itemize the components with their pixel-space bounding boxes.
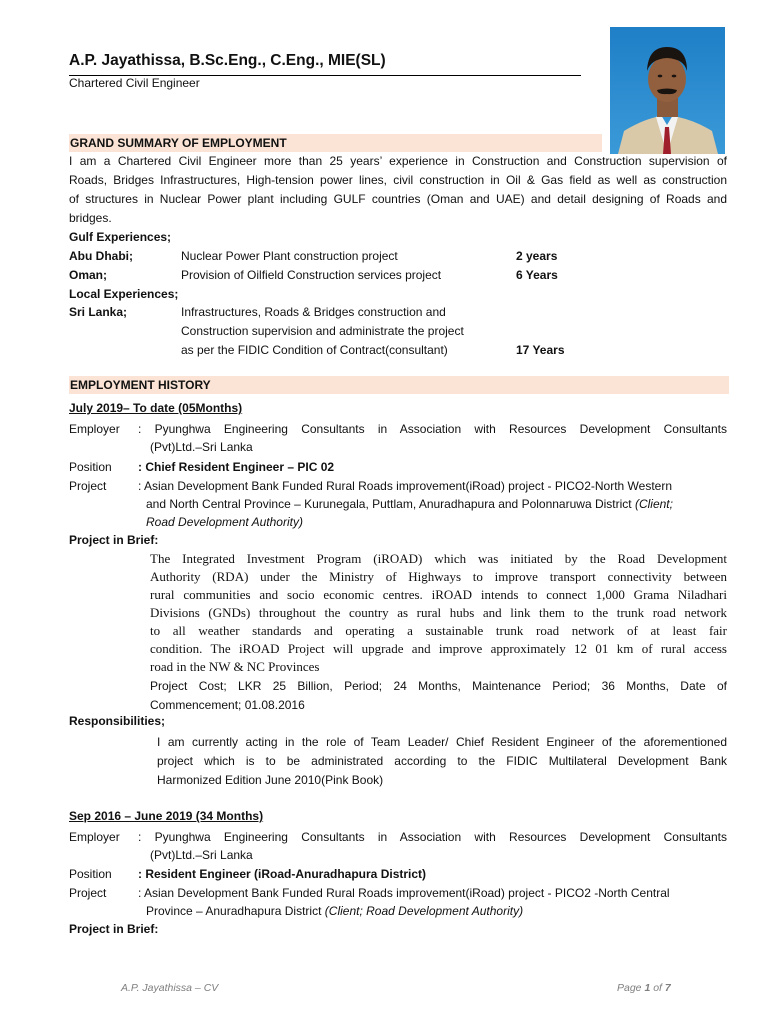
employer-line: : Pyunghwa Engineering Consultants in Association with Resources Development Consultants xyxy=(138,830,727,844)
job1-brief-label: Project in Brief: xyxy=(69,533,159,547)
project-line: Province – Anuradhapura District (Client; Road Development Authority) xyxy=(146,904,524,918)
local-row xyxy=(69,324,729,343)
project-line: and North Central Province – Kurunegala, Puttlam, Anuradhapura and Polonnaruwa District (Client; xyxy=(146,497,673,511)
project-value xyxy=(138,884,727,920)
local-row xyxy=(69,305,729,324)
local-desc: as per the FIDIC Condition of Contract(consultant) xyxy=(181,343,448,357)
local-desc: Infrastructures, Roads & Bridges construction and xyxy=(181,305,446,319)
profile-photo xyxy=(610,27,725,154)
resp-line: project which is to be administrated according to the FIDIC Multilateral Development Bank xyxy=(157,754,727,768)
history-heading-band xyxy=(69,376,729,394)
job1-responsibilities xyxy=(157,733,727,790)
gulf-years: 6 Years xyxy=(516,268,558,282)
job1-position xyxy=(69,458,729,476)
gulf-years: 2 years xyxy=(516,249,558,263)
brief-line: Authority (RDA) under the Ministry of Highways to improve transport connectivity between xyxy=(150,569,727,584)
gulf-desc: Nuclear Power Plant construction project xyxy=(181,249,398,263)
employer-line: : Pyunghwa Engineering Consultants in Association with Resources Development Consultants xyxy=(138,422,727,436)
project-label: Project xyxy=(69,479,107,493)
summary-heading: GRAND SUMMARY OF EMPLOYMENT xyxy=(70,136,287,150)
position-value: : Chief Resident Engineer – PIC 02 xyxy=(138,460,335,474)
brief-line: rural communities and socio economic centres. iROAD intends to connect 1,000 Grama Niladhari xyxy=(150,587,727,602)
summary-line: I am a Chartered Civil Engineer more than 25 years’ experience in Construction and Construction supervision of xyxy=(69,154,727,168)
employer-line: (Pvt)Ltd.–Sri Lanka xyxy=(150,848,253,862)
gulf-place: Abu Dhabi; xyxy=(69,249,133,263)
job2-position xyxy=(69,865,729,883)
footer-page-number: Page 1 of 7 xyxy=(617,982,671,994)
gulf-row xyxy=(69,249,729,268)
project-line: : Asian Development Bank Funded Rural Roads improvement(iRoad) project - PICO2-North Western xyxy=(138,479,673,493)
employer-label: Employer xyxy=(69,422,120,436)
gulf-place: Oman; xyxy=(69,268,108,282)
summary-line: bridges. xyxy=(69,211,112,225)
brief-line: to all weather standards and operating a sustainable trunk road network of at least fair xyxy=(150,623,727,638)
gulf-label: Gulf Experiences; xyxy=(69,230,172,244)
job1-project xyxy=(69,477,729,531)
gulf-row xyxy=(69,268,729,287)
resp-line: Harmonized Edition June 2010(Pink Book) xyxy=(157,773,384,787)
job2-project xyxy=(69,884,729,920)
summary-line: of structures in Nuclear Power plant including GULF countries (Oman and UAE) and detail designing of Roads and xyxy=(69,192,727,206)
job2-brief-label: Project in Brief: xyxy=(69,922,159,936)
cost-line: Commencement; 01.08.2016 xyxy=(150,698,305,712)
local-desc: Construction supervision and administrate the project xyxy=(181,324,464,338)
project-value xyxy=(138,477,727,531)
project-label: Project xyxy=(69,886,107,900)
position-label: Position xyxy=(69,867,112,881)
brief-line: Divisions (GNDs) throughout the country as rural hubs and link them to the trunk road network xyxy=(150,605,727,620)
brief-line: road in the NW & NC Provinces xyxy=(150,659,320,674)
employer-value xyxy=(138,828,727,864)
project-client: Road Development Authority) xyxy=(146,515,303,529)
cost-line: Project Cost; LKR 25 Billion, Period; 24 Months, Maintenance Period; 36 Months, Date of xyxy=(150,679,727,693)
project-line: : Asian Development Bank Funded Rural Roads improvement(iRoad) project - PICO2 -North Central xyxy=(138,886,670,900)
cv-subtitle: Chartered Civil Engineer xyxy=(69,76,200,90)
cv-name: A.P. Jayathissa, B.Sc.Eng., C.Eng., MIE(SL) xyxy=(69,52,386,69)
gulf-desc: Provision of Oilfield Construction services project xyxy=(181,268,442,282)
summary-paragraph xyxy=(69,152,727,228)
employer-label: Employer xyxy=(69,830,120,844)
local-row xyxy=(69,343,729,362)
job1-employer xyxy=(69,420,729,456)
job1-brief xyxy=(150,550,727,676)
summary-heading-band xyxy=(69,134,602,152)
employer-line: (Pvt)Ltd.–Sri Lanka xyxy=(150,440,253,454)
job1-period: July 2019– To date (05Months) xyxy=(69,401,243,415)
employer-value xyxy=(138,420,727,456)
summary-line: Roads, Bridges Infrastructures, High-tension power lines, civil construction in Oil & Gas field as well as construction xyxy=(69,173,727,187)
local-label: Local Experiences; xyxy=(69,287,179,301)
local-years: 17 Years xyxy=(516,343,565,357)
job2-period: Sep 2016 – June 2019 (34 Months) xyxy=(69,809,264,823)
brief-line: The Integrated Investment Program (iROAD) which was initiated by the Road Development xyxy=(150,551,727,566)
local-place: Sri Lanka; xyxy=(69,305,128,319)
brief-line: condition. The iROAD Project will upgrade and improve approximately 12 01 km of rural access xyxy=(150,641,727,656)
job1-resp-label: Responsibilities; xyxy=(69,714,166,728)
resp-line: I am currently acting in the role of Team Leader/ Chief Resident Engineer of the aforementioned xyxy=(157,735,727,749)
position-label: Position xyxy=(69,460,112,474)
footer-author: A.P. Jayathissa – CV xyxy=(121,982,219,994)
position-value: : Resident Engineer (iRoad-Anuradhapura District) xyxy=(138,867,427,881)
job2-employer xyxy=(69,828,729,864)
job1-cost xyxy=(150,677,727,715)
history-heading: EMPLOYMENT HISTORY xyxy=(70,378,211,392)
